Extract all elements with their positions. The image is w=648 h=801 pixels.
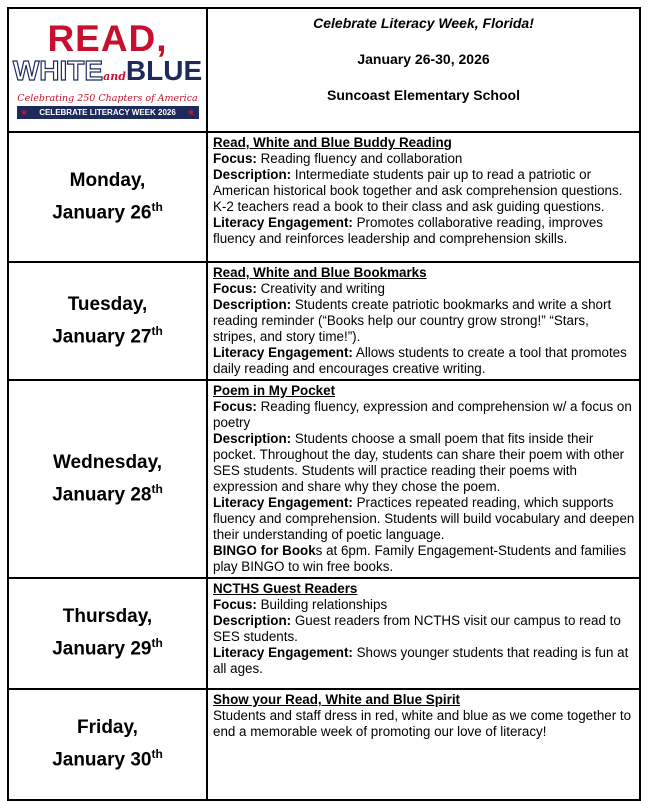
activity-cell bbox=[207, 578, 640, 689]
detail-label: Literacy Engagement: bbox=[213, 215, 353, 230]
star-icon: ★ bbox=[187, 108, 195, 117]
activity-cell bbox=[207, 689, 640, 800]
detail-text: Allows students to create a tool that promotes daily reading and encourages creative writing. bbox=[213, 345, 627, 376]
header-row bbox=[8, 8, 640, 132]
detail-label: Literacy Engagement: bbox=[213, 495, 353, 510]
detail-text: Intermediate students pair up to read a patriotic or American historical book together and ask comprehension questions. K-2 teachers read a book to their class and ask guiding questions. bbox=[213, 167, 623, 214]
detail-text: Building relationships bbox=[256, 597, 388, 612]
activity-detail bbox=[213, 281, 635, 297]
detail-text: Promotes collaborative reading, improves fluency and reinforces leadership and comprehension skills. bbox=[213, 215, 603, 246]
day-cell bbox=[8, 689, 207, 800]
activity-detail bbox=[213, 645, 635, 677]
activity-detail bbox=[213, 345, 635, 377]
activity-detail bbox=[213, 543, 635, 575]
date-suffix: th bbox=[151, 636, 163, 651]
activity-title: Read, White and Blue Bookmarks bbox=[213, 265, 427, 280]
date-suffix: th bbox=[151, 481, 163, 496]
day-row bbox=[8, 262, 640, 380]
detail-label: Description: bbox=[213, 167, 292, 182]
detail-label: BINGO for Book bbox=[213, 543, 316, 558]
date: January 30 bbox=[52, 749, 152, 771]
detail-label: Description: bbox=[213, 297, 292, 312]
page-title: Celebrate Literacy Week, Florida! bbox=[313, 15, 534, 31]
school-name: Suncoast Elementary School bbox=[327, 87, 520, 103]
activity-detail bbox=[213, 297, 635, 345]
date: January 26 bbox=[52, 202, 152, 224]
logo-banner-text: CELEBRATE LITERACY WEEK 2026 bbox=[39, 108, 176, 117]
day-cell bbox=[8, 262, 207, 380]
weekday: Thursday, bbox=[62, 606, 153, 628]
logo-banner bbox=[17, 106, 199, 119]
activity-title: NCTHS Guest Readers bbox=[213, 581, 358, 596]
detail-label: Focus: bbox=[213, 281, 257, 296]
detail-text: Shows younger students that reading is fun at all ages. bbox=[213, 645, 629, 676]
activity-title: Show your Read, White and Blue Spirit bbox=[213, 692, 461, 707]
detail-label: Literacy Engagement: bbox=[213, 345, 353, 360]
date-suffix: th bbox=[151, 199, 163, 214]
detail-text: Creativity and writing bbox=[256, 281, 385, 296]
literacy-week-schedule bbox=[7, 7, 641, 801]
weekday: Friday, bbox=[77, 717, 138, 739]
day-row bbox=[8, 578, 640, 689]
weekday: Wednesday, bbox=[52, 451, 163, 473]
logo-white: WHITE bbox=[12, 55, 104, 86]
activity-detail bbox=[213, 495, 635, 543]
day-row bbox=[8, 689, 640, 800]
detail-text: Reading fluency, expression and comprehension w/ a focus on poetry bbox=[213, 399, 632, 430]
read-white-blue-logo bbox=[12, 18, 203, 119]
activity-detail bbox=[213, 708, 635, 740]
activity-title: Read, White and Blue Buddy Reading bbox=[213, 135, 452, 150]
detail-text: s at 6pm. Family Engagement-Students and families play BINGO to win free books. bbox=[213, 543, 627, 574]
header-info bbox=[207, 8, 640, 132]
activity-detail bbox=[213, 151, 635, 167]
activity-cell bbox=[207, 380, 640, 578]
weekday: Tuesday, bbox=[67, 293, 148, 315]
detail-label: Focus: bbox=[213, 151, 257, 166]
logo-blue: BLUE bbox=[125, 55, 203, 86]
date-suffix: th bbox=[151, 323, 163, 338]
detail-label: Description: bbox=[213, 613, 292, 628]
logo-tagline: Celebrating 250 Chapters of America bbox=[17, 93, 198, 104]
day-cell bbox=[8, 380, 207, 578]
weekday: Monday, bbox=[69, 169, 146, 191]
activity-detail bbox=[213, 167, 635, 215]
date-suffix: th bbox=[151, 747, 163, 762]
day-cell bbox=[8, 578, 207, 689]
activity-detail bbox=[213, 399, 635, 431]
detail-label: Description: bbox=[213, 431, 292, 446]
activity-title: Poem in My Pocket bbox=[213, 383, 336, 398]
detail-text: Students and staff dress in red, white and blue as we come together to end a memorable week of promoting our love of literacy! bbox=[213, 708, 632, 739]
activity-detail bbox=[213, 597, 635, 613]
detail-label: Focus: bbox=[213, 597, 257, 612]
activity-detail bbox=[213, 215, 635, 247]
logo-cell bbox=[8, 8, 207, 132]
detail-text: Students create patriotic bookmarks and write a short reading reminder (“Books help our country grow strong!” “Stars, stripes, and story time!”). bbox=[213, 297, 612, 344]
star-icon: ★ bbox=[20, 108, 28, 117]
day-row bbox=[8, 380, 640, 578]
day-row bbox=[8, 132, 640, 262]
detail-label: Focus: bbox=[213, 399, 257, 414]
detail-text: Guest readers from NCTHS visit our campus to read to SES students. bbox=[213, 613, 621, 644]
date: January 28 bbox=[52, 484, 152, 506]
activity-cell bbox=[207, 132, 640, 262]
logo-read: READ, bbox=[47, 18, 168, 59]
detail-label: Literacy Engagement: bbox=[213, 645, 353, 660]
date: January 29 bbox=[52, 638, 152, 660]
day-cell bbox=[8, 132, 207, 262]
activity-detail bbox=[213, 431, 635, 495]
event-dates: January 26-30, 2026 bbox=[357, 51, 490, 67]
detail-text: Practices repeated reading, which supports fluency and comprehension. Students will build vocabulary and deepen their understanding of poetic language. bbox=[213, 495, 635, 542]
date: January 27 bbox=[52, 326, 152, 348]
detail-text: Students choose a small poem that fits inside their pocket. Throughout the day, students can share their poem with other SES students. Students will practice reading their poems with expression and share why they chose the poem. bbox=[213, 431, 625, 494]
activity-cell bbox=[207, 262, 640, 380]
activity-detail bbox=[213, 613, 635, 645]
logo-and: and bbox=[103, 70, 126, 83]
detail-text: Reading fluency and collaboration bbox=[256, 151, 463, 166]
